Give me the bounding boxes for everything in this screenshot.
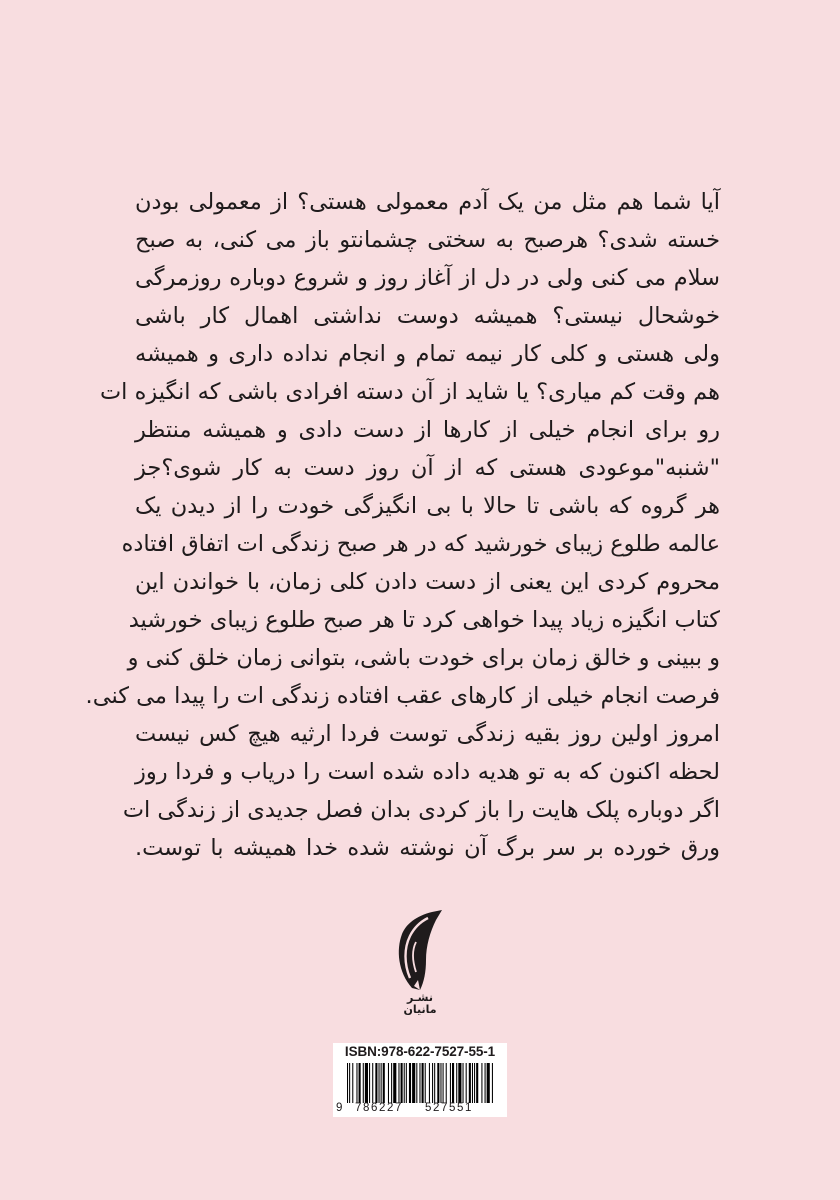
- blurb-line: "شنبه"موعودی هستی که از آن روز دست به کار شوی؟جز: [135, 455, 720, 481]
- isbn-label: ISBN:978-622-7527-55-1: [344, 1044, 496, 1059]
- blurb-line: ورق خورده بر سر برگ آن نوشته شده خدا همیشه با توست.: [135, 835, 720, 861]
- barcode-digits-right: 527551: [425, 1102, 473, 1114]
- quill-pen-icon: [390, 910, 450, 992]
- publisher-name: [380, 992, 460, 1016]
- publisher-name-line1: نشـر: [407, 991, 433, 1004]
- blurb-line: امروز اولین روز بقیه زندگی توست فردا ارثیه هیچ کس نیست: [135, 721, 720, 747]
- isbn-barcode: [333, 1043, 507, 1117]
- blurb-line: محروم کردی این یعنی از دست دادن کلی زمان، با خواندن این: [135, 569, 720, 595]
- blurb-line: سلام می کنی ولی در دل از آغاز روز و شروع دوباره روزمرگی: [135, 265, 720, 291]
- blurb-line: لحظه اکنون که به تو هدیه داده شده است را دریاب و فردا روز: [135, 759, 720, 785]
- blurb-line: خسته شدی؟ هرصبح به سختی چشمانتو باز می کنی، به صبح: [135, 227, 720, 253]
- blurb-line: ولی هستی و کلی کار نیمه تمام و انجام نداده داری و همیشه: [135, 341, 720, 367]
- blurb-line: و ببینی و خالق زمان برای خودت باشی، بتوانی زمان خلق کنی و: [127, 645, 720, 671]
- blurb-line: فرصت انجام خیلی از کارهای عقب افتاده زندگی ات را پیدا می کنی.: [85, 683, 720, 709]
- blurb-line: اگر دوباره پلک هایت را باز کردی بدان فصل جدیدی از زندگی ات: [122, 797, 720, 823]
- blurb-line: هم وقت کم میاری؟ یا شاید از آن دسته افرادی باشی که انگیزه ات: [99, 379, 720, 405]
- barcode-bars: [347, 1063, 493, 1103]
- blurb-line: عالمه طلوع زیبای خورشید که در هر صبح زندگی ات اتفاق افتاده: [121, 531, 720, 557]
- blurb-line: کتاب انگیزه زیاد پیدا خواهی کرد تا هر صبح طلوع زیبای خورشید: [128, 607, 720, 633]
- barcode-digit-lead: 9: [336, 1102, 343, 1114]
- blurb-line: رو برای انجام خیلی از کارها از دست دادی و همیشه منتظر: [135, 417, 720, 443]
- blurb-line: هر گروه که باشی تا حالا با بی انگیزگی خودت را از دیدن یک: [135, 493, 720, 519]
- back-cover-blurb: [85, 183, 720, 867]
- barcode-digits-left: 786227: [355, 1102, 403, 1114]
- blurb-line: آیا شما هم مثل من یک آدم معمولی هستی؟ از معمولی بودن: [135, 189, 720, 215]
- publisher-name-line2: مانیان: [403, 1003, 437, 1016]
- blurb-line: خوشحال نیستی؟ همیشه دوست نداشتی اهمال کار باشی: [135, 303, 720, 329]
